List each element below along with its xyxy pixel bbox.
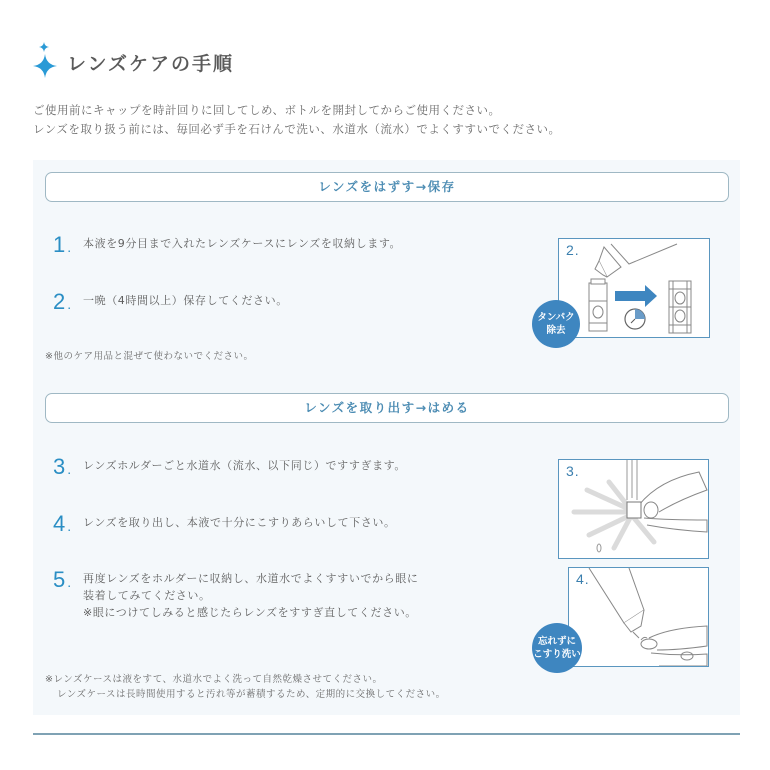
- intro-line-2: レンズを取り扱う前には、毎回必ず手を石けんで洗い、水道水（流水）でよくすすいでください。: [33, 122, 561, 136]
- step-text-line-2: 装着してみてください。: [83, 589, 211, 602]
- note-line-2: レンズケースは長時間使用すると汚れ等が蓄積するため、定期的に交換してください。: [57, 689, 446, 700]
- badge-text-line-2: こすり洗い: [533, 649, 581, 660]
- step-2: [53, 289, 288, 317]
- step-number: 5 .: [53, 567, 72, 592]
- badge-rub-wash: [532, 623, 582, 673]
- sparkle-icon: [33, 40, 59, 80]
- illustration-step-4: [568, 567, 709, 667]
- step-1: [53, 232, 401, 260]
- illustration-label: 2.: [566, 242, 580, 258]
- intro-line-1: ご使用前にキャップを時計回りに回してしめ、ボトルを開封してからご使用ください。: [33, 103, 501, 117]
- section-heading-remove-store: レンズをはずす→保存: [45, 172, 729, 202]
- step-text: 一晩（4時間以上）保存してください。: [83, 294, 288, 307]
- lens-case-soak-icon: [559, 239, 709, 337]
- illustration-label: 4.: [576, 571, 590, 587]
- badge-protein-removal: [532, 300, 580, 348]
- note-no-mixing: ※他のケア用品と混ぜて使わないでください。: [45, 351, 254, 362]
- badge-text-line-1: タンパク: [537, 312, 575, 323]
- step-3: [53, 454, 406, 482]
- step-5: [53, 567, 418, 621]
- intro-text: [33, 101, 560, 139]
- step-text: レンズホルダーごと水道水（流水、以下同じ）ですすぎます。: [83, 459, 406, 472]
- note-line-1: ※レンズケースは液をすて、水道水でよく洗って自然乾燥させてください。: [45, 674, 383, 685]
- step-text: [83, 567, 418, 621]
- step-4: [53, 511, 396, 539]
- section-heading-remove-insert: レンズを取り出す→はめる: [45, 393, 729, 423]
- bottom-divider: [33, 733, 740, 735]
- step-text-line-1: 再度レンズをホルダーに収納し、水道水でよくすすいでから眼に: [83, 572, 419, 585]
- care-steps-panel: [33, 160, 740, 715]
- step-number: 1 .: [53, 232, 72, 257]
- rinse-under-tap-icon: [559, 460, 708, 558]
- step-number: 2 .: [53, 289, 72, 314]
- illustration-label: 3.: [566, 463, 580, 479]
- page-title: レンズケアの手順: [67, 52, 234, 75]
- illustration-step-2: [558, 238, 710, 338]
- step-text: レンズを取り出し、本液で十分にこすりあらいして下さい。: [83, 516, 396, 529]
- note-lens-case-care: [45, 672, 446, 702]
- page-header: [33, 40, 234, 80]
- badge-text-line-2: 除去: [546, 325, 566, 336]
- rub-lens-icon: [569, 568, 708, 666]
- step-text: 本液を9分目まで入れたレンズケースにレンズを収納します。: [83, 237, 402, 250]
- step-number: 3 .: [53, 454, 72, 479]
- illustration-step-3: [558, 459, 709, 559]
- step-number: 4 .: [53, 511, 72, 536]
- step-text-line-3: ※眼につけてしみると感じたらレンズをすすぎ直してください。: [83, 606, 417, 619]
- badge-text-line-1: 忘れずに: [537, 636, 576, 647]
